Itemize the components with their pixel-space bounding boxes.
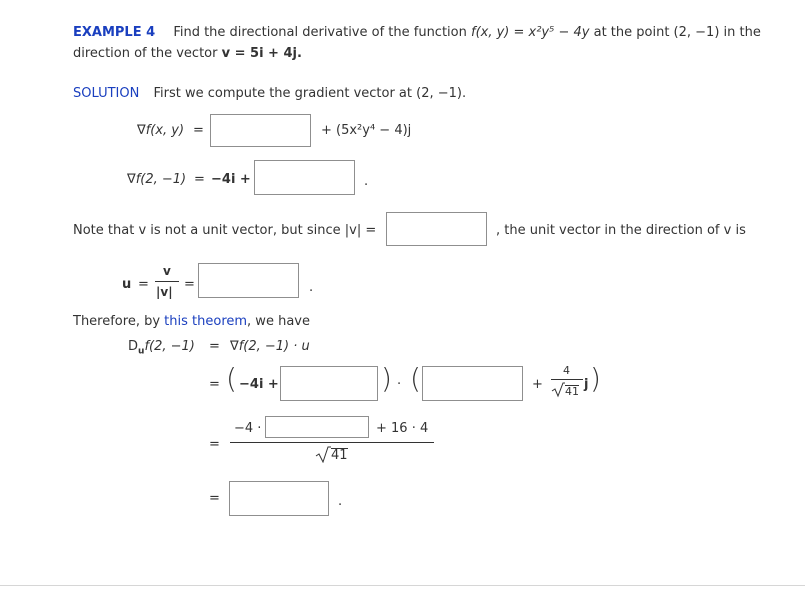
unit-vector-input[interactable] bbox=[198, 263, 299, 298]
grad-point-dot: . bbox=[364, 174, 369, 189]
grad-general-lhs: ∇f(x, y) bbox=[137, 123, 185, 138]
example-header bbox=[73, 25, 761, 40]
note-text-end: , the unit vector in the direction of v is bbox=[496, 223, 746, 238]
unit-dot: . bbox=[309, 280, 314, 295]
grad-general-eq: = bbox=[193, 123, 204, 138]
statement-line2-text: direction of the vector bbox=[73, 46, 222, 61]
step1-first: −4i + bbox=[239, 377, 279, 392]
therefore-end: , we have bbox=[247, 314, 310, 329]
unit-eq1: = bbox=[138, 277, 149, 292]
solution-label: SOLUTION bbox=[73, 86, 140, 101]
step2-num-prefix: −4 · bbox=[234, 421, 262, 436]
step1-frac-den: 41 bbox=[565, 385, 579, 398]
dirderiv-lhs bbox=[128, 339, 195, 357]
unit-fraction-bar bbox=[155, 281, 179, 282]
function-expression: f(x, y) = x²y⁵ − 4y bbox=[471, 25, 590, 40]
unit-numerator: v bbox=[163, 264, 171, 278]
dirderiv-eq: = bbox=[209, 339, 220, 354]
step1-j: j bbox=[584, 377, 589, 392]
unit-denominator: |v| bbox=[156, 285, 173, 299]
step3-eq: = bbox=[209, 491, 220, 506]
norm-v-input[interactable] bbox=[386, 212, 487, 246]
step1-frac-bar bbox=[551, 379, 583, 380]
therefore-start: Therefore, by bbox=[73, 314, 165, 329]
theorem-link[interactable]: this theorem bbox=[164, 314, 248, 329]
step1-open-paren: ( bbox=[226, 362, 237, 395]
step1-frac-num: 4 bbox=[563, 364, 570, 377]
step2-close-paren: ) bbox=[590, 362, 601, 395]
final-answer-input[interactable] bbox=[229, 481, 329, 516]
grad-point-first: −4i + bbox=[211, 172, 251, 187]
statement-line2 bbox=[73, 46, 302, 61]
grad-point-lhs: ∇f(2, −1) bbox=[127, 172, 187, 187]
grad-i-component-input[interactable] bbox=[210, 114, 311, 147]
statement-start: Find the directional derivative of the function bbox=[173, 25, 471, 40]
step2-num-suffix: + 16 · 4 bbox=[376, 421, 429, 436]
step1-j-input[interactable] bbox=[280, 366, 378, 401]
unit-u: u bbox=[122, 277, 132, 292]
statement-mid: at the point (2, −1) in the bbox=[589, 25, 761, 40]
note-text-start: Note that v is not a unit vector, but since |v| = bbox=[73, 223, 377, 238]
grad-general-rest: + (5x²y⁴ − 4)j bbox=[321, 123, 412, 138]
step1-sqrt-icon bbox=[551, 382, 565, 398]
vector-expression: v = 5i + 4j. bbox=[221, 46, 302, 61]
dirderiv-sub-u: u bbox=[138, 346, 145, 357]
step3-dot: . bbox=[338, 494, 343, 509]
grad-point-eq: = bbox=[194, 172, 205, 187]
step2-frac-bar bbox=[230, 442, 434, 443]
grad-point-j-input[interactable] bbox=[254, 160, 355, 195]
step1-plus: + bbox=[532, 377, 543, 392]
step2-value-input[interactable] bbox=[265, 416, 369, 438]
dirderiv-rhs: ∇f(2, −1) · u bbox=[230, 339, 310, 354]
unit-eq2: = bbox=[184, 277, 195, 292]
solution-line bbox=[73, 86, 466, 101]
step1-i-input[interactable] bbox=[422, 366, 523, 401]
step1-eq: = bbox=[209, 377, 220, 392]
dirderiv-f: f(2, −1) bbox=[144, 339, 195, 354]
therefore-line bbox=[73, 314, 310, 329]
step1-close-paren: ) bbox=[381, 362, 392, 395]
step2-den: 41 bbox=[331, 448, 348, 463]
step2-eq: = bbox=[209, 437, 220, 452]
step2-open-paren: ( bbox=[410, 362, 421, 395]
solution-intro: First we compute the gradient vector at (2, −1). bbox=[153, 86, 467, 101]
step2-sqrt-icon bbox=[315, 446, 331, 463]
example-label: EXAMPLE 4 bbox=[73, 25, 156, 40]
bottom-divider bbox=[0, 585, 805, 586]
step1-cdot: · bbox=[397, 377, 402, 392]
dirderiv-d: D bbox=[128, 339, 139, 354]
